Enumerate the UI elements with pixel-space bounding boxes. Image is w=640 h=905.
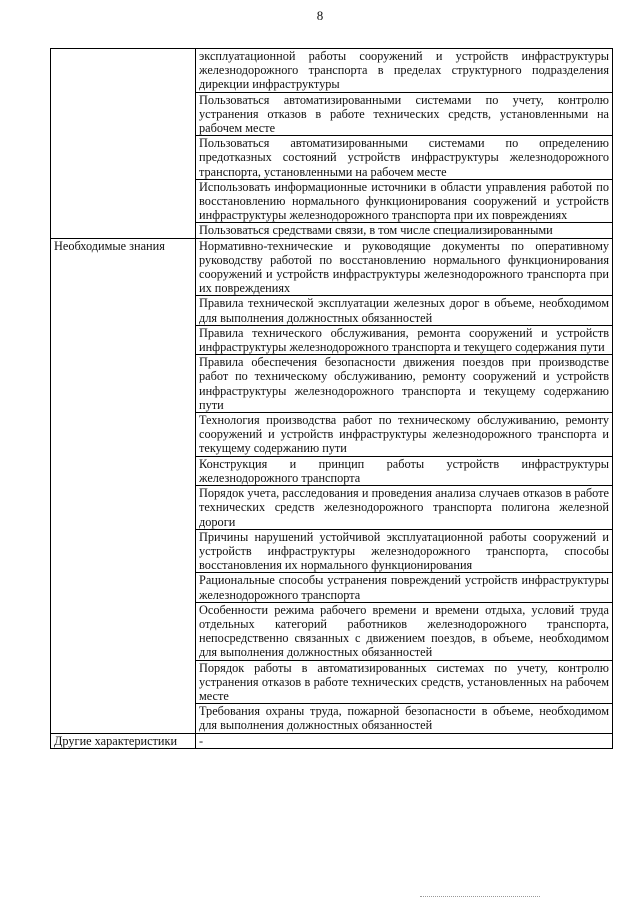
requirement-cell: Порядок учета, расследования и проведения анализа случаев отказов в работе технических средств железнодорожного транспорта полигона железной дороги [196,486,613,530]
requirement-cell: Пользоваться средствами связи, в том числе специализированными [196,223,613,238]
requirement-cell: эксплуатационной работы сооружений и устройств инфраструктуры железнодорожного транспорта в пределах структурного подразделения дирекции инфраструктуры [196,49,613,93]
requirement-cell: Порядок работы в автоматизированных системах по учету, контролю устранения отказов в работе технических средств, установленных на рабочем месте [196,660,613,704]
requirement-cell: Использовать информационные источники в области управления работой по восстановлению нормального функционирования сооружений и устройств инфраструктуры железнодорожного транспорта при их повреждениях [196,179,613,223]
requirement-cell: Требования охраны труда, пожарной безопасности в объеме, необходимом для выполнения должностных обязанностей [196,704,613,733]
requirement-cell: Особенности режима рабочего времени и времени отдыха, условий труда отдельных категорий работников железнодорожного транспорта, непосредственно связанных с движением поездов, в объеме, необходимом для выполнения должностных обязанностей [196,602,613,660]
scan-artifact [420,896,540,901]
requirement-cell: Пользоваться автоматизированными системами по учету, контролю устранения отказов в работе технических средств, установленными на рабочем месте [196,92,613,136]
section-label: Другие характеристики [51,733,196,748]
table-body [51,49,613,749]
section-label [51,49,196,239]
qualification-table [50,48,613,749]
requirement-cell: Нормативно-технические и руководящие документы по оперативному руководству работой по восстановлению нормального функционирования сооружений и устройств инфраструктуры железнодорожного транспорта при их повреждениях [196,238,613,296]
table-row [51,49,613,93]
table-row [51,238,613,296]
requirement-cell: Правила технического обслуживания, ремонта сооружений и устройств инфраструктуры железнодорожного транспорта и текущего содержания пути [196,325,613,354]
page-number: 8 [316,8,324,23]
requirement-cell: Рациональные способы устранения повреждений устройств инфраструктуры железнодорожного транспорта [196,573,613,602]
requirement-cell: - [196,733,613,748]
requirement-cell: Пользоваться автоматизированными системами по определению предотказных состояний устройств инфраструктуры железнодорожного транспорта, установленными на рабочем месте [196,136,613,180]
section-label: Необходимые знания [51,238,196,733]
requirement-cell: Правила обеспечения безопасности движения поездов при производстве работ по техническому обслуживанию, ремонту сооружений и устройств инфраструктуры железнодорожного транспорта и текущему содержанию пути [196,355,613,413]
requirement-cell: Технология производства работ по техническому обслуживанию, ремонту сооружений и устройств инфраструктуры железнодорожного транспорта и текущему содержанию пути [196,413,613,457]
table-row [51,733,613,748]
requirement-cell: Конструкция и принцип работы устройств инфраструктуры железнодорожного транспорта [196,456,613,485]
requirement-cell: Правила технической эксплуатации железных дорог в объеме, необходимом для выполнения должностных обязанностей [196,296,613,325]
requirement-cell: Причины нарушений устойчивой эксплуатационной работы сооружений и устройств инфраструктуры железнодорожного транспорта, способы восстановления их нормального функционирования [196,529,613,573]
